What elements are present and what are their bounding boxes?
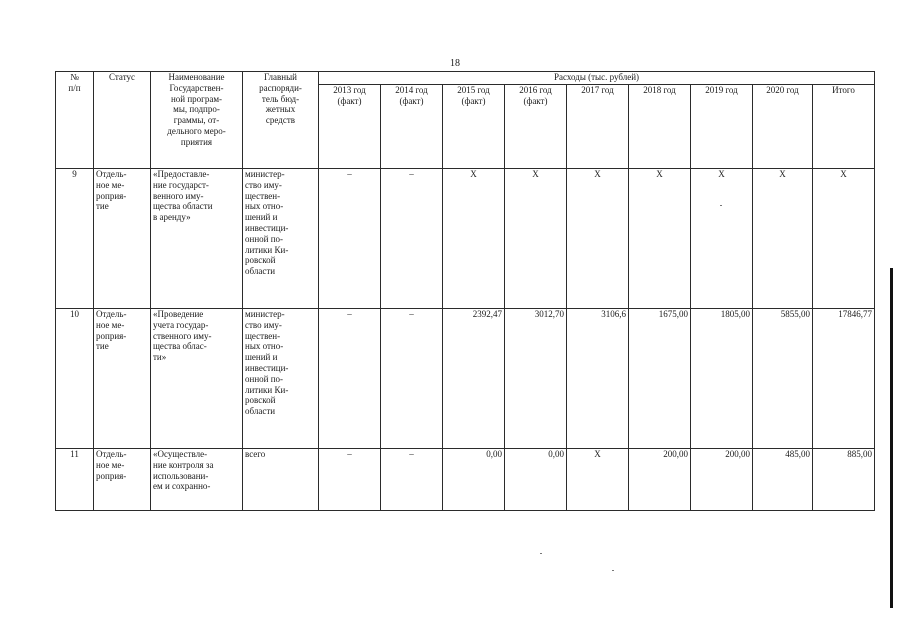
row-value-2017: 3106,6	[567, 309, 629, 449]
scan-speck	[612, 570, 614, 571]
row-admin: министер- ство иму- ществен- ных отно- шений и инвестици- онной по- литики Ки- ровской области	[243, 309, 319, 449]
budget-table	[55, 71, 875, 511]
header-year-2015: 2015 год (факт)	[443, 85, 505, 169]
header-expenses: Расходы (тыс. рублей)	[319, 72, 875, 85]
row-value-2019: 200,00	[691, 449, 753, 511]
row-value-2018: 200,00	[629, 449, 691, 511]
header-total: Итого	[813, 85, 875, 169]
row-value-2015: 0,00	[443, 449, 505, 511]
row-num: 9	[56, 169, 94, 309]
header-status: Статус	[94, 72, 151, 169]
row-value-2013: –	[319, 169, 381, 309]
row-num: 10	[56, 309, 94, 449]
row-value-2020: 5855,00	[753, 309, 813, 449]
header-year-2013: 2013 год (факт)	[319, 85, 381, 169]
row-value-2015: 2392,47	[443, 309, 505, 449]
header-year-2018: 2018 год	[629, 85, 691, 169]
header-year-2017: 2017 год	[567, 85, 629, 169]
table-row	[56, 449, 875, 511]
row-admin: министер- ство иму- ществен- ных отно- шений и инвестици- онной по- литики Ки- ровской области	[243, 169, 319, 309]
row-value-2013: –	[319, 309, 381, 449]
row-value-2017: Х	[567, 169, 629, 309]
row-value-2015: Х	[443, 169, 505, 309]
page-number: 18	[450, 58, 460, 69]
row-value-2019: Х	[691, 169, 753, 309]
row-status: Отдель- ное ме- роприя- тие	[94, 309, 151, 449]
row-value-2016: 3012,70	[505, 309, 567, 449]
row-admin: всего	[243, 449, 319, 511]
scan-speck	[540, 553, 542, 554]
row-value-total: Х	[813, 169, 875, 309]
row-value-2013: –	[319, 449, 381, 511]
scan-edge-mark	[890, 268, 893, 608]
row-value-2014: –	[381, 449, 443, 511]
table-row	[56, 169, 875, 309]
row-name: «Осуществле- ние контроля за использовани- ем и сохранно-	[151, 449, 243, 511]
row-status: Отдель- ное ме- роприя-	[94, 449, 151, 511]
row-value-2019: 1805,00	[691, 309, 753, 449]
row-value-2014: –	[381, 169, 443, 309]
header-num: № п/п	[56, 72, 94, 169]
row-value-2020: Х	[753, 169, 813, 309]
header-name: Наименование Государствен- ной програм- мы, подпро- граммы, от- дельного меро- приятия	[151, 72, 243, 169]
header-year-2014: 2014 год (факт)	[381, 85, 443, 169]
row-value-2016: Х	[505, 169, 567, 309]
row-value-total: 885,00	[813, 449, 875, 511]
row-status: Отдель- ное ме- роприя- тие	[94, 169, 151, 309]
row-num: 11	[56, 449, 94, 511]
row-value-2017: Х	[567, 449, 629, 511]
table-row	[56, 309, 875, 449]
row-value-2018: Х	[629, 169, 691, 309]
row-value-2018: 1675,00	[629, 309, 691, 449]
header-year-2019: 2019 год	[691, 85, 753, 169]
row-value-2016: 0,00	[505, 449, 567, 511]
header-admin: Главный распоряди- тель бюд- жетных средств	[243, 72, 319, 169]
row-value-total: 17846,77	[813, 309, 875, 449]
row-value-2020: 485,00	[753, 449, 813, 511]
row-name: «Проведение учета государ- ственного иму- щества облас- ти»	[151, 309, 243, 449]
scan-speck	[720, 205, 722, 206]
row-name: «Предоставле- ние государст- венного иму- щества области в аренду»	[151, 169, 243, 309]
header-year-2020: 2020 год	[753, 85, 813, 169]
header-row-top	[56, 72, 875, 85]
header-year-2016: 2016 год (факт)	[505, 85, 567, 169]
row-value-2014: –	[381, 309, 443, 449]
